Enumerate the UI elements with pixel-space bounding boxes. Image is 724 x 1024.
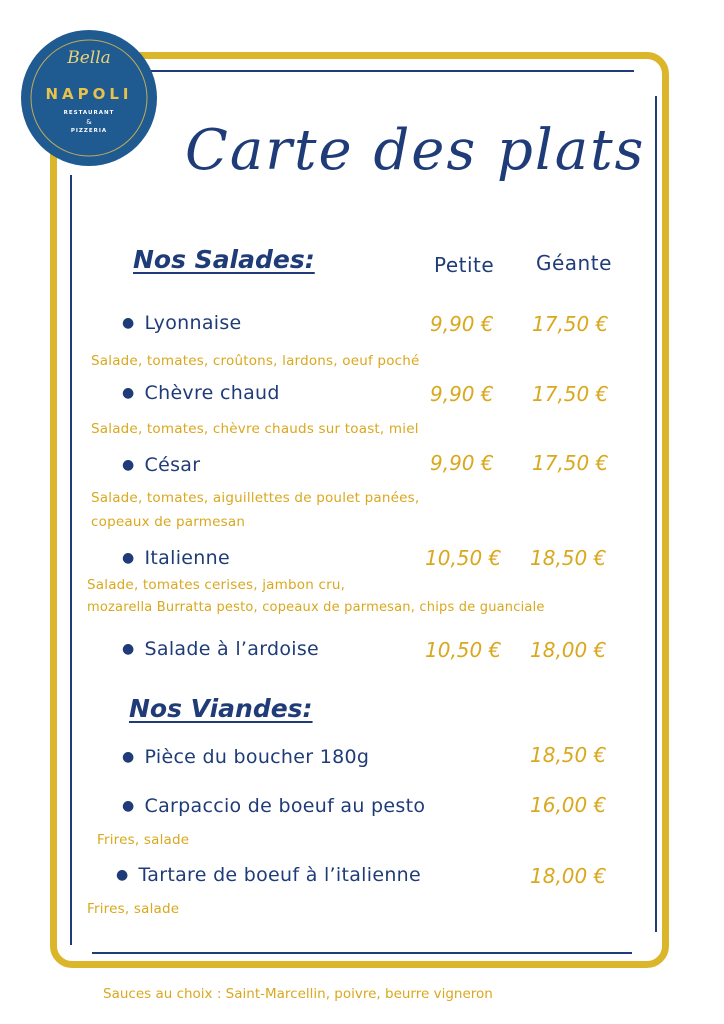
logo-line2: PIZZERIA	[70, 128, 108, 134]
item-name: Chèvre chaud	[144, 382, 280, 404]
logo-amp: &	[86, 118, 92, 126]
item-name: Italienne	[144, 547, 230, 569]
price-large: 17,50 €	[532, 451, 609, 475]
page-title: Carte des plats	[185, 118, 646, 183]
item-name: Salade à l’ardoise	[144, 638, 320, 660]
price-large: 17,50 €	[532, 382, 609, 406]
item-description: Frires, salade	[87, 901, 180, 917]
restaurant-logo	[21, 30, 157, 166]
col-large-header: Géante	[536, 251, 612, 275]
list-item	[122, 382, 280, 404]
salads-heading: Nos Salades:	[133, 245, 315, 274]
price-small: 9,90 €	[430, 382, 494, 406]
bullet-icon: ●	[122, 315, 135, 331]
item-description: Salade, tomates, aiguillettes de poulet panées,	[91, 490, 420, 506]
logo-name-text: NAPOLI	[45, 85, 133, 103]
item-description: copeaux de parmesan	[91, 514, 246, 530]
bullet-icon: ●	[122, 385, 135, 401]
item-description: Salade, tomates, chèvre chauds sur toast, miel	[91, 421, 419, 437]
menu-frame	[50, 52, 669, 968]
col-small-header: Petite	[434, 253, 495, 277]
bullet-icon: ●	[116, 867, 129, 883]
item-name: Pièce du boucher 180g	[144, 746, 370, 768]
left-rule	[70, 175, 72, 945]
price-small: 10,50 €	[425, 638, 502, 662]
item-description: Frires, salade	[97, 832, 190, 848]
bullet-icon: ●	[122, 550, 135, 566]
price-large: 18,50 €	[530, 546, 607, 570]
price: 18,00 €	[530, 864, 607, 888]
item-name: César	[144, 454, 201, 476]
sauces-footer: Sauces au choix : Saint-Marcellin, poivre, beurre vigneron	[103, 986, 493, 1002]
price: 18,50 €	[530, 743, 607, 767]
item-name: Carpaccio de boeuf au pesto	[144, 795, 426, 817]
price-small: 9,90 €	[430, 451, 494, 475]
list-item	[122, 795, 425, 817]
list-item	[122, 454, 200, 476]
logo-script-text: Bella	[67, 48, 111, 68]
price-small: 9,90 €	[430, 312, 494, 336]
list-item	[122, 547, 230, 569]
meats-heading: Nos Viandes:	[129, 694, 313, 723]
list-item	[122, 312, 242, 334]
list-item	[122, 638, 319, 660]
bullet-icon: ●	[122, 457, 135, 473]
item-description: mozarella Burratta pesto, copeaux de parmesan, chips de guanciale	[87, 600, 545, 615]
price-large: 17,50 €	[532, 312, 609, 336]
item-description: Salade, tomates, croûtons, lardons, oeuf poché	[91, 353, 420, 369]
top-rule	[138, 70, 634, 72]
item-description: Salade, tomates cerises, jambon cru,	[87, 577, 346, 593]
logo-line1: RESTAURANT	[63, 110, 115, 116]
item-name: Lyonnaise	[144, 312, 242, 334]
bottom-rule	[92, 952, 632, 954]
bullet-icon: ●	[122, 641, 135, 657]
bullet-icon: ●	[122, 798, 135, 814]
list-item	[116, 864, 421, 886]
bullet-icon: ●	[122, 749, 135, 765]
item-name: Tartare de boeuf à l’italienne	[138, 864, 421, 886]
list-item	[122, 746, 369, 768]
price-small: 10,50 €	[425, 546, 502, 570]
price: 16,00 €	[530, 793, 607, 817]
right-rule	[655, 96, 657, 932]
price-large: 18,00 €	[530, 638, 607, 662]
